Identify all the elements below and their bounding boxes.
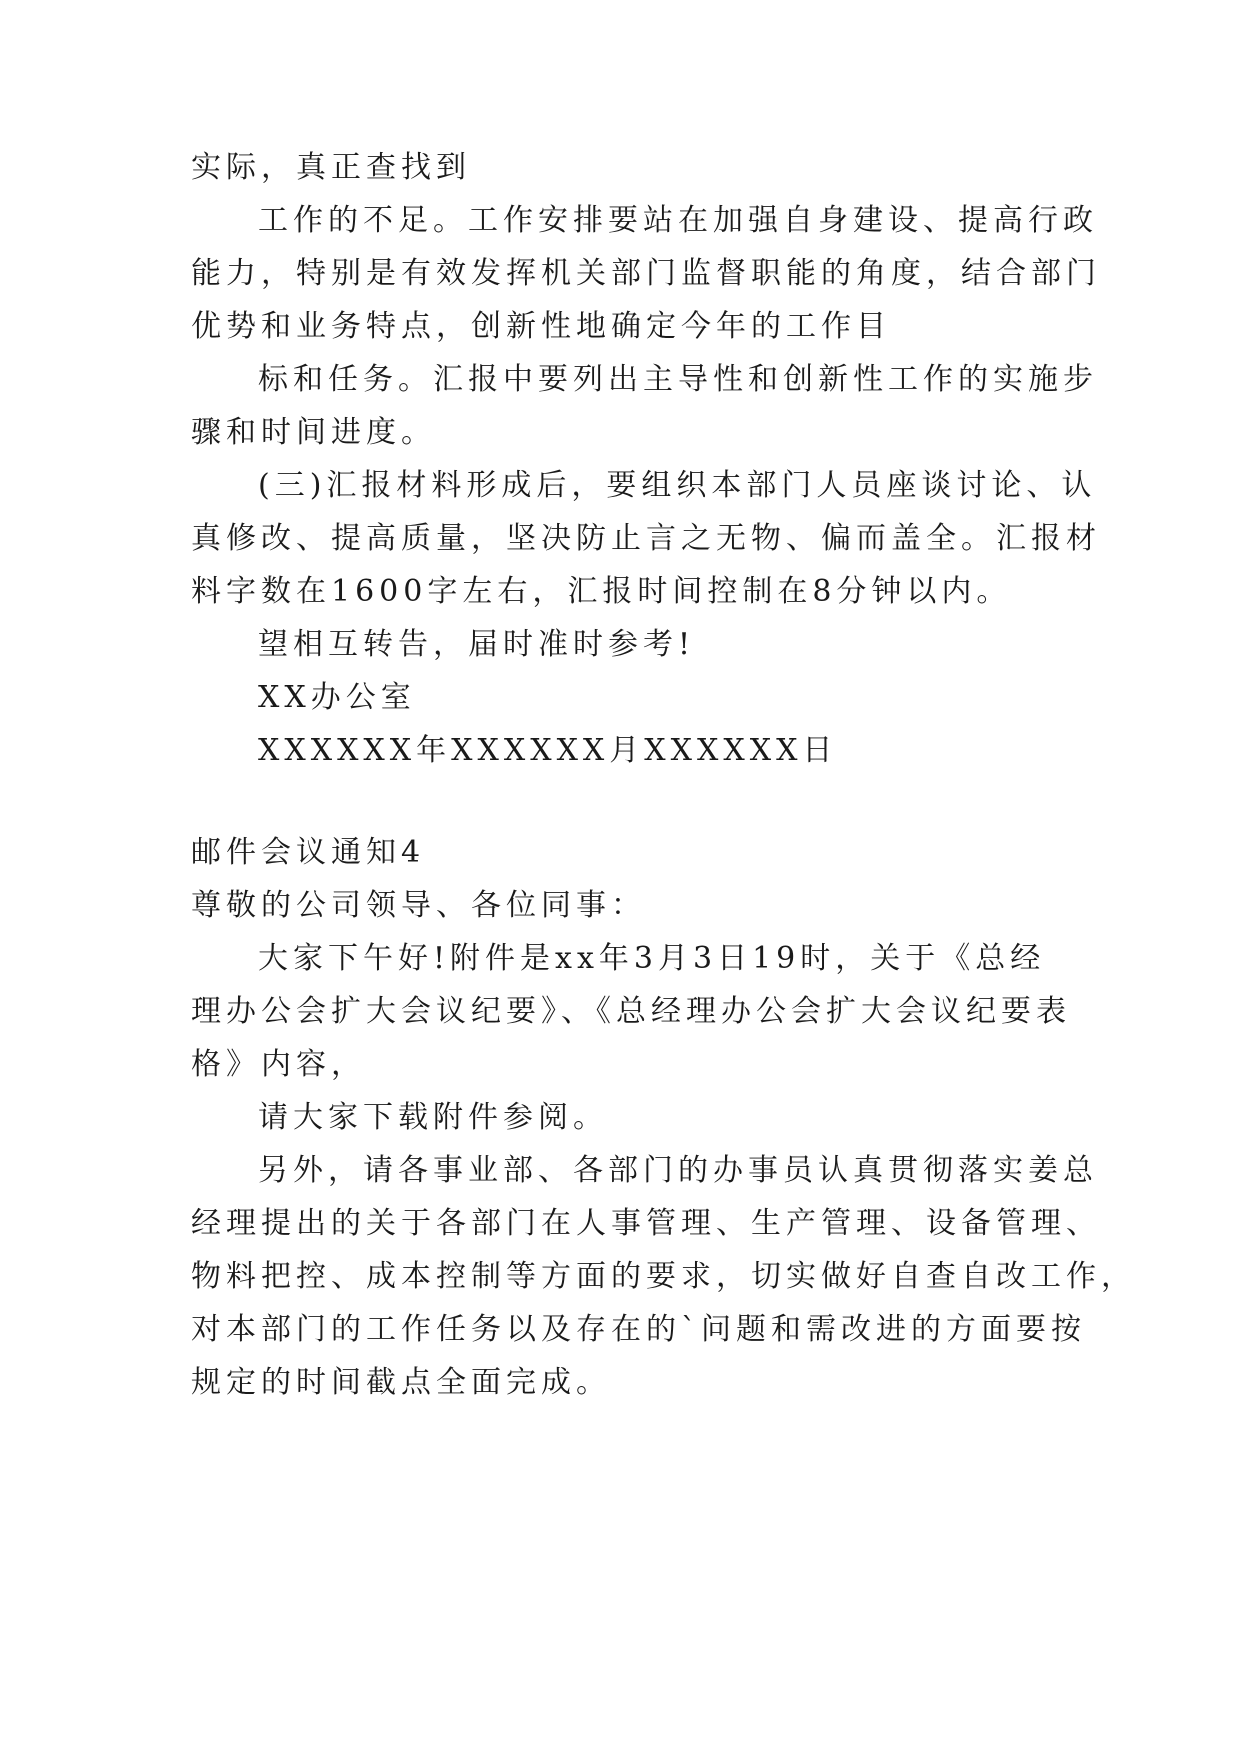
paragraph-line: 理办公会扩大会议纪要》、《总经理办公会扩大会议纪要表 xyxy=(191,994,1071,1029)
paragraph-line: 能力，特别是有效发挥机关部门监督职能的角度，结合部门 xyxy=(191,256,1101,291)
salutation: 尊敬的公司领导、各位同事： xyxy=(191,888,646,923)
paragraph-line: 物料把控、成本控制等方面的要求，切实做好自查自改工作， xyxy=(191,1259,1136,1294)
paragraph-line: 料字数在1600字左右，汇报时间控制在8分钟以内。 xyxy=(191,574,1012,609)
closing-line: 望相互转告，届时准时参考! xyxy=(258,627,696,662)
paragraph-line: 骤和时间进度。 xyxy=(191,415,436,450)
paragraph-line: 格》内容， xyxy=(191,1047,366,1082)
paragraph-line: 大家下午好!附件是xx年3月3日19时，关于《总经 xyxy=(258,941,1046,976)
paragraph-line: 另外，请各事业部、各部门的办事员认真贯彻落实姜总 xyxy=(258,1153,1098,1188)
signature-office: XX办公室 xyxy=(258,680,416,715)
paragraph-line: 标和任务。汇报中要列出主导性和创新性工作的实施步 xyxy=(258,362,1098,397)
paragraph-line: 经理提出的关于各部门在人事管理、生产管理、设备管理、 xyxy=(191,1206,1101,1241)
paragraph-line: 对本部门的工作任务以及存在的`问题和需改进的方面要按 xyxy=(191,1312,1086,1347)
signature-date: XXXXXX年XXXXXX月XXXXXX日 xyxy=(258,733,838,768)
paragraph-line: 规定的时间截点全面完成。 xyxy=(191,1365,611,1400)
paragraph-line: (三)汇报材料形成后，要组织本部门人员座谈讨论、认 xyxy=(258,468,1097,503)
paragraph-line: 优势和业务特点，创新性地确定今年的工作目 xyxy=(191,309,891,344)
paragraph-line: 请大家下载附件参阅。 xyxy=(258,1100,608,1135)
paragraph-line: 实际，真正查找到 xyxy=(191,150,471,185)
paragraph-line: 工作的不足。工作安排要站在加强自身建设、提高行政 xyxy=(258,203,1098,238)
section-title: 邮件会议通知4 xyxy=(191,835,426,870)
paragraph-line: 真修改、提高质量，坚决防止言之无物、偏而盖全。汇报材 xyxy=(191,521,1101,556)
